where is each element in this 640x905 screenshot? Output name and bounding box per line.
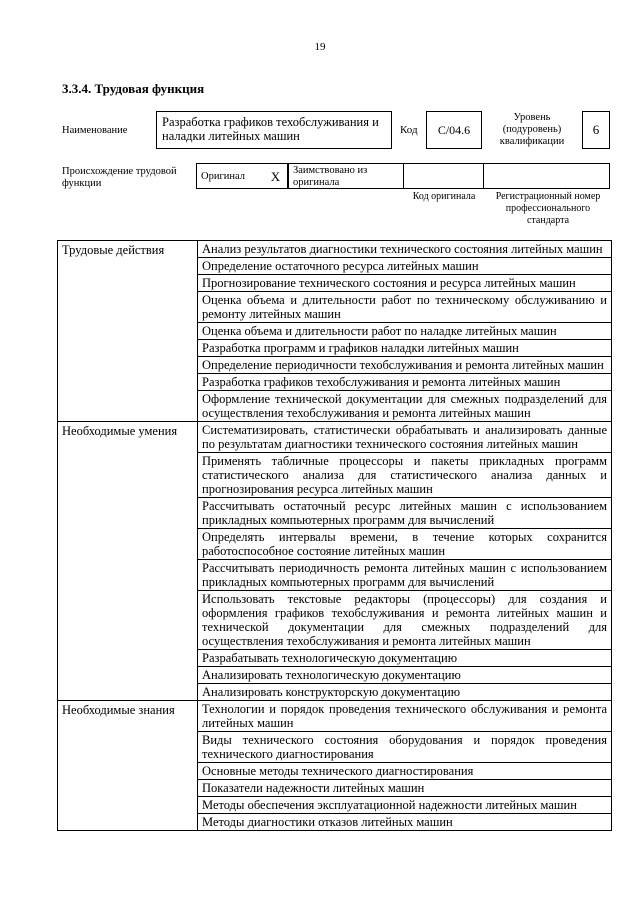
code-label: Код (400, 124, 418, 136)
original-label: Оригинал (196, 163, 264, 189)
item-cell: Анализировать конструкторскую документацию (198, 684, 612, 701)
item-cell: Разработка программ и графиков наладки литейных машин (198, 340, 612, 357)
item-cell: Оценка объема и длительности работ по техническому обслуживанию и ремонту литейных машин (198, 292, 612, 323)
table-row (58, 701, 612, 732)
item-cell: Анализировать технологическую документацию (198, 667, 612, 684)
original-code-caption: Код оригинала (412, 191, 476, 202)
category-cell: Необходимые знания (58, 701, 198, 831)
item-cell: Разрабатывать технологическую документацию (198, 650, 612, 667)
origin-row (196, 163, 610, 189)
item-cell: Анализ результатов диагностики технического состояния литейных машин (198, 241, 612, 258)
name-label: Наименование (62, 125, 128, 136)
item-cell: Систематизировать, статистически обрабатывать и анализировать данные по результатам диагностики технического состояния литейных машин (198, 422, 612, 453)
item-cell: Технологии и порядок проведения технического обслуживания и ремонта литейных машин (198, 701, 612, 732)
category-cell: Необходимые умения (58, 422, 198, 701)
item-cell: Рассчитывать периодичность ремонта литейных машин с использованием прикладных компьютерных программ для вычислений (198, 560, 612, 591)
item-cell: Рассчитывать остаточный ресурс литейных машин с использованием прикладных компьютерных программ для вычислений (198, 498, 612, 529)
reg-number-caption: Регистрационный номер профессионального стандарта (495, 191, 601, 226)
item-cell: Применять табличные процессоры и пакеты прикладных программ статистического анализа для статистического анализа данных и прогнозирования ресурса литейных машин (198, 453, 612, 498)
level-label: Уровень (подуровень) квалификации (499, 112, 565, 147)
item-cell: Показатели надежности литейных машин (198, 780, 612, 797)
origin-label: Происхождение трудовой функции (62, 166, 177, 189)
item-cell: Разработка графиков техобслуживания и ремонта литейных машин (198, 374, 612, 391)
item-cell: Оформление технической документации для смежных подразделений для осуществления техобслуживания и ремонта литейных машин (198, 391, 612, 422)
page-number: 19 (314, 41, 326, 53)
level-field: 6 (582, 111, 610, 149)
borrowed-label: Заимствовано из оригинала (288, 163, 404, 189)
item-cell: Методы диагностики отказов литейных машин (198, 814, 612, 831)
section-title: 3.3.4. Трудовая функция (62, 81, 205, 96)
reg-number-cell (484, 163, 610, 189)
item-cell: Основные методы технического диагностирования (198, 763, 612, 780)
table-row (58, 422, 612, 453)
item-cell: Оценка объема и длительности работ по наладке литейных машин (198, 323, 612, 340)
item-cell: Методы обеспечения эксплуатационной надежности литейных машин (198, 797, 612, 814)
item-cell: Определение периодичности техобслуживания и ремонта литейных машин (198, 357, 612, 374)
category-cell: Трудовые действия (58, 241, 198, 422)
original-mark: X (264, 163, 288, 189)
item-cell: Использовать текстовые редакторы (процессоры) для создания и оформления графиков техобслуживания и ремонта литейных машин и технической документации для смежных подразделений для осуществления техобслуживания и ремонта литейных машин (198, 591, 612, 650)
item-cell: Определение остаточного ресурса литейных машин (198, 258, 612, 275)
table-row (58, 241, 612, 258)
item-cell: Прогнозирование технического состояния и ресурса литейных машин (198, 275, 612, 292)
function-name-field: Разработка графиков техобслуживания и наладки литейных машин (156, 111, 392, 149)
item-cell: Виды технического состояния оборудования и порядок проведения технического диагностирования (198, 732, 612, 763)
item-cell: Определять интервалы времени, в течение которых сохранится работоспособное состояние литейных машин (198, 529, 612, 560)
function-table (57, 240, 612, 831)
code-field: С/04.6 (426, 111, 482, 149)
original-code-cell (404, 163, 484, 189)
